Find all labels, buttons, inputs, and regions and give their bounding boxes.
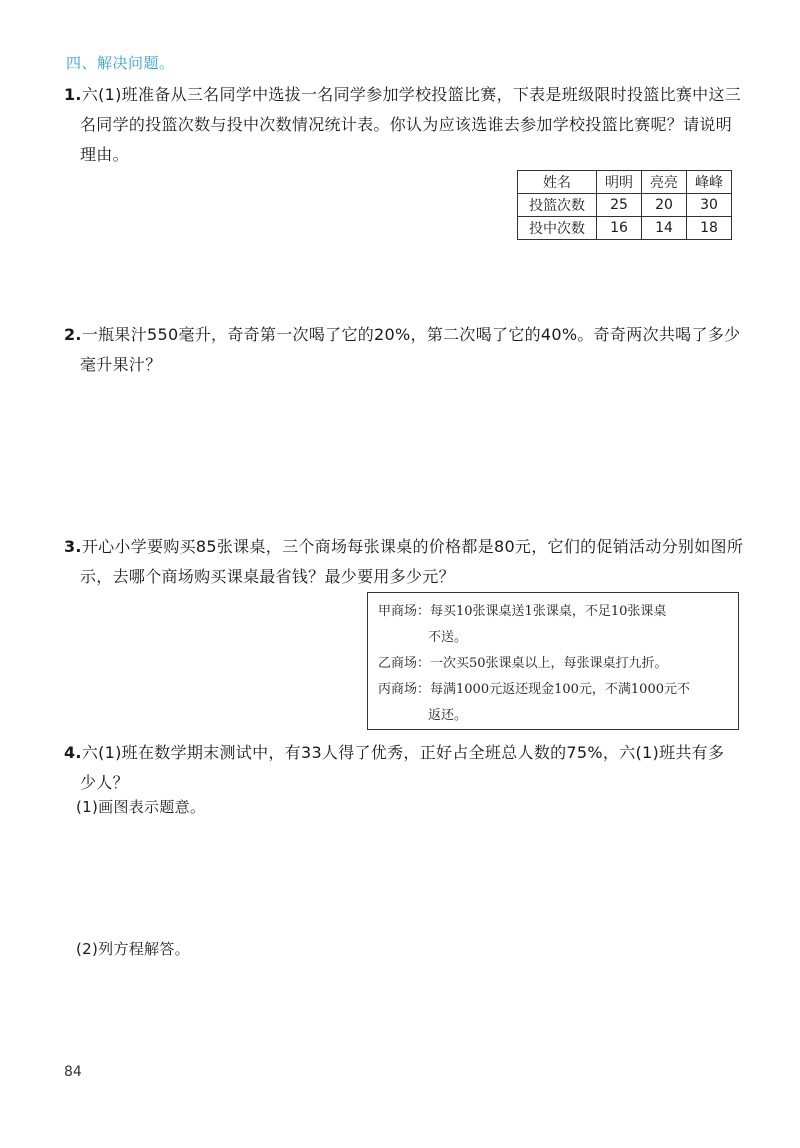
question-1 — [64, 80, 754, 170]
table-cell: 18 — [687, 217, 732, 240]
table-cell: 投篮次数 — [518, 194, 597, 217]
question-text-line: 示，去哪个商场购买课桌最省钱？最少要用多少元？ — [80, 567, 455, 586]
promo-line: 返还。 — [428, 708, 468, 723]
table-cell: 25 — [597, 194, 642, 217]
promo-line: 乙商场：一次买50张课桌以上，每张课桌打九折。 — [378, 656, 668, 671]
section-title: 四、解决问题。 — [66, 54, 175, 72]
table-cell: 30 — [687, 194, 732, 217]
question-number: 3. — [64, 537, 82, 556]
table-header-cell: 亮亮 — [642, 171, 687, 194]
question-text-line: 六(1)班在数学期末测试中，有33人得了优秀，正好占全班总人数的75%，六(1)班共有多 — [81, 743, 725, 762]
table-row — [518, 194, 732, 217]
promo-line: 不送。 — [428, 630, 468, 645]
promo-line: 丙商场：每满1000元返还现金100元，不满1000元不 — [378, 682, 690, 697]
stats-table — [517, 170, 732, 240]
table-cell: 14 — [642, 217, 687, 240]
table-header-cell: 明明 — [597, 171, 642, 194]
table-row — [518, 217, 732, 240]
question-text-line: 理由。 — [80, 145, 129, 164]
table-cell: 16 — [597, 217, 642, 240]
promotion-box — [367, 592, 739, 730]
page-number: 84 — [64, 1064, 82, 1080]
question-3 — [64, 532, 754, 592]
sub-question-1: (1)画图表示题意。 — [76, 798, 206, 816]
table-header-cell: 峰峰 — [687, 171, 732, 194]
promo-line: 甲商场：每买10张课桌送1张课桌，不足10张课桌 — [378, 604, 667, 619]
question-number: 1. — [64, 85, 82, 104]
table-cell: 20 — [642, 194, 687, 217]
table-header-cell: 姓名 — [518, 171, 597, 194]
question-text-line: 少人？ — [80, 773, 129, 792]
table-cell: 投中次数 — [518, 217, 597, 240]
table-header-row — [518, 171, 732, 194]
question-text-line: 开心小学要购买85张课桌，三个商场每张课桌的价格都是80元，它们的促销活动分别如图所 — [81, 537, 744, 556]
question-4 — [64, 738, 754, 798]
question-number: 2. — [64, 325, 82, 344]
question-text-line: 毫升果汁？ — [80, 355, 162, 374]
question-text-line: 六(1)班准备从三名同学中选拔一名同学参加学校投篮比赛，下表是班级限时投篮比赛中这三 — [81, 85, 742, 104]
question-number: 4. — [64, 743, 82, 762]
question-2 — [64, 320, 754, 380]
question-text-line: 名同学的投篮次数与投中次数情况统计表。你认为应该选谁去参加学校投篮比赛呢？请说明 — [80, 115, 733, 134]
question-text-line: 一瓶果汁550毫升，奇奇第一次喝了它的20%，第二次喝了它的40%。奇奇两次共喝了多少 — [81, 325, 741, 344]
sub-question-2: (2)列方程解答。 — [76, 940, 190, 958]
